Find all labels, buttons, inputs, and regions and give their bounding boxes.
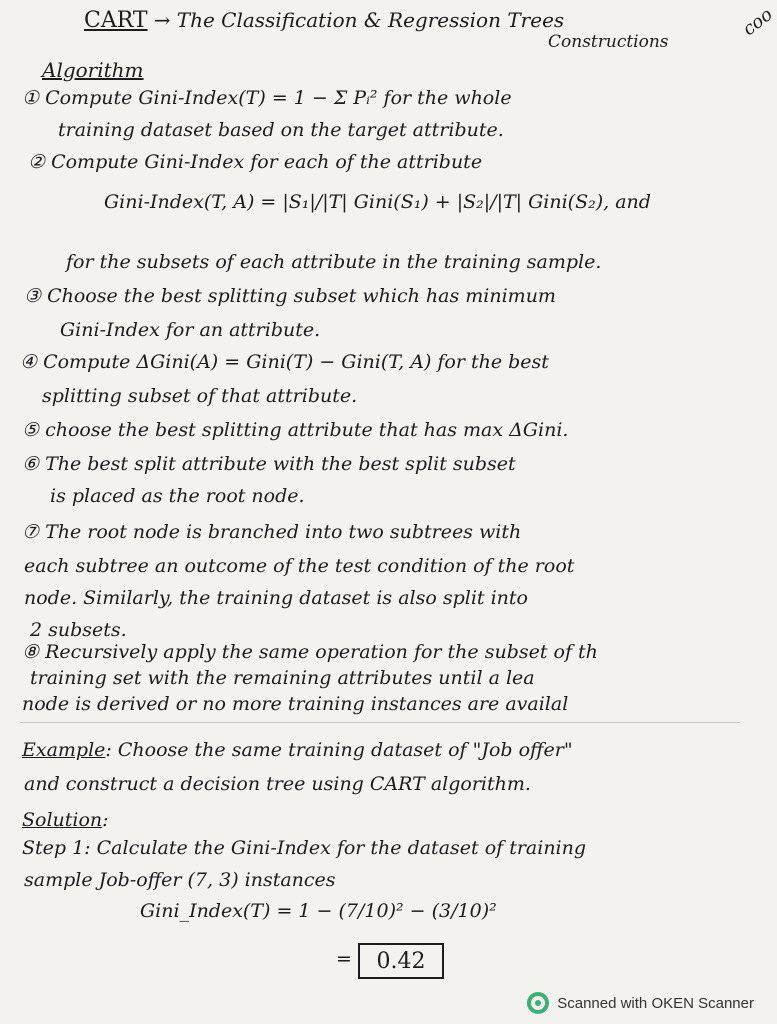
step-6-line: ⑥ The best split attribute with the best split subset	[22, 453, 516, 475]
example-label: Example	[22, 739, 106, 761]
step-1-solution-continuation: sample Job-offer (7, 3) instances	[24, 869, 336, 891]
step-7-continuation-2: node. Similarly, the training dataset is also split into	[24, 587, 528, 609]
step-6-continuation: is placed as the root node.	[50, 485, 305, 507]
step-7-line: ⑦ The root node is branched into two subtrees with	[22, 521, 522, 543]
example-text: : Choose the same training dataset of "Job offer"	[105, 739, 573, 761]
boxed-answer: 0.42	[358, 943, 444, 979]
title-cart: CART	[84, 8, 148, 33]
step-7-continuation-1: each subtree an outcome of the test condition of the root	[24, 555, 575, 577]
example-continuation: and construct a decision tree using CART algorithm.	[24, 773, 531, 795]
solution-label: Solution	[22, 809, 103, 831]
step-3-continuation: Gini-Index for an attribute.	[60, 319, 321, 341]
title-description: → The Classification & Regression Trees	[153, 8, 565, 32]
equals-sign: =	[336, 948, 352, 970]
oken-logo-icon	[527, 992, 549, 1014]
example-line	[22, 738, 573, 762]
step-4-line: ④ Compute ΔGini(A) = Gini(T) − Gini(T, A) for the best	[20, 351, 549, 373]
step-8-line: ⑧ Recursively apply the same operation for the subset of th	[22, 641, 598, 663]
gini-attribute-formula: Gini-Index(T, A) = |S₁|/|T| Gini(S₁) + |S₂|/|T| Gini(S₂), and	[104, 191, 651, 213]
step-2-line: ② Compute Gini-Index for each of the attribute	[28, 151, 483, 173]
gini-calculation: Gini_Index(T) = 1 − (7/10)² − (3/10)²	[140, 900, 497, 922]
section-divider	[20, 722, 740, 723]
step-3-line: ③ Choose the best splitting subset which has minimum	[24, 285, 556, 307]
step-1-continuation: training dataset based on the target attribute.	[58, 119, 504, 141]
corner-text: coo	[738, 4, 777, 41]
step-7-continuation-3: 2 subsets.	[30, 619, 127, 641]
step-2-continuation: for the subsets of each attribute in the training sample.	[66, 251, 602, 273]
title-subtitle: Constructions	[548, 32, 669, 52]
scanner-footer	[527, 992, 754, 1014]
solution-colon: :	[102, 809, 109, 831]
step-8-continuation-2: node is derived or no more training instances are availal	[22, 693, 569, 715]
step-4-continuation: splitting subset of that attribute.	[42, 385, 358, 407]
step-8-continuation-1: training set with the remaining attributes until a lea	[30, 667, 535, 689]
title-line	[84, 8, 564, 33]
scanner-text: Scanned with OKEN Scanner	[557, 994, 754, 1012]
solution-heading	[22, 808, 109, 832]
algorithm-heading: Algorithm	[42, 58, 144, 82]
step-5-line: ⑤ choose the best splitting attribute that has max ΔGini.	[22, 419, 569, 441]
step-1-solution: Step 1: Calculate the Gini-Index for the dataset of training	[22, 837, 587, 859]
step-1-line: ① Compute Gini-Index(T) = 1 − Σ Pᵢ² for the whole	[22, 87, 512, 109]
